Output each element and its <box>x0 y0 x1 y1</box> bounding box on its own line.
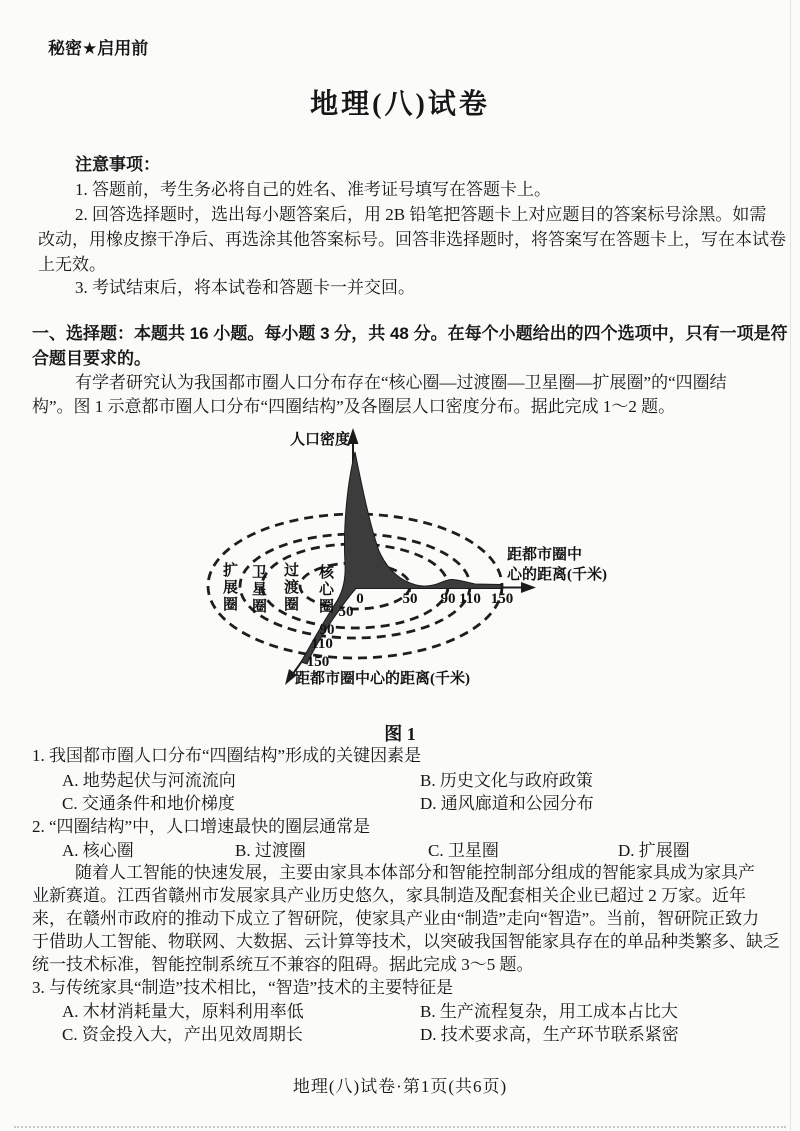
passage-line-3: 来，在赣州市政府的推动下成立了智研院，使家具产业由“制造”走向“智造”。当前，智研院正致力 <box>32 909 760 928</box>
scan-edge-line <box>790 0 791 1131</box>
passage-line-1: 随着人工智能的快速发展，主要由家具本体部分和智能控制部分组成的智能家具成为家具产 <box>75 863 755 882</box>
passage-line-5: 统一技术标准，智能控制系统互不兼容的阻碍。据此完成 3～5 题。 <box>32 955 534 974</box>
notice-heading: 注意事项： <box>75 155 160 174</box>
ring-label-expansion: 扩展圈 <box>221 562 237 613</box>
passage-line-2: 业新赛道。江西省赣州市发展家具产业历史悠久，家具制造及配套相关企业已超过 2 万家。近年 <box>32 886 746 905</box>
notice-item-2-line-2: 改动，用橡皮擦干净后、再选涂其他答案标号。回答非选择题时，将答案写在答题卡上，写在本试卷 <box>38 230 786 249</box>
security-mark: 秘密★启用前 <box>48 39 149 58</box>
notice-item-2-line-1: 2. 回答选择题时，选出每小题答案后，用 2B 铅笔把答题卡上对应题目的答案标号涂黑。如需 <box>75 205 767 224</box>
question-3-stem: 3. 与传统家具“制造”技术相比，“智造”技术的主要特征是 <box>32 978 454 997</box>
notice-item-3: 3. 考试结束后，将本试卷和答题卡一并交回。 <box>75 278 415 297</box>
diag-tick-150: 150 <box>306 654 330 670</box>
question-1-option-d: D. 通风廊道和公园分布 <box>420 794 594 813</box>
question-1-option-b: B. 历史文化与政府政策 <box>420 771 593 790</box>
page-footer: 地理(八)试卷·第1页(共6页) <box>292 1077 508 1096</box>
right-axis-label-line-1: 距都市圈中 <box>507 547 583 563</box>
x-tick-90: 90 <box>440 591 456 607</box>
question-3-option-d: D. 技术要求高，生产环节联系紧密 <box>420 1025 679 1044</box>
ring-label-satellite: 卫星圈 <box>250 564 266 615</box>
density-axis-label: 人口密度 <box>290 432 351 448</box>
x-tick-50: 50 <box>402 591 418 607</box>
question-2-option-c: C. 卫星圈 <box>428 841 499 860</box>
ring-label-core: 核心圈 <box>317 564 333 615</box>
diag-tick-50: 50 <box>338 604 354 620</box>
question-1-option-c: C. 交通条件和地价梯度 <box>62 794 235 813</box>
ring-label-transition: 过渡圈 <box>282 562 298 613</box>
figure-1-population-density-diagram <box>170 424 680 716</box>
page-title: 地理(八)试卷 <box>310 89 490 120</box>
notice-item-2-line-3: 上无效。 <box>38 255 106 274</box>
diagonal-axis-label: 距都市圈中心的距离(千米) <box>295 671 470 687</box>
diag-tick-110: 110 <box>311 636 333 652</box>
x-tick-110: 110 <box>459 591 481 607</box>
question-1-option-a: A. 地势起伏与河流流向 <box>62 771 236 790</box>
right-axis-label-line-2: 心的距离(千米) <box>507 567 607 583</box>
question-2-option-b: B. 过渡圈 <box>235 841 306 860</box>
question-2-stem: 2. “四圈结构”中，人口增速最快的圈层通常是 <box>32 817 371 836</box>
question-1-stem: 1. 我国都市圈人口分布“四圈结构”形成的关键因素是 <box>32 746 422 765</box>
question-3-option-a: A. 木材消耗量大，原料利用率低 <box>62 1002 304 1021</box>
x-tick-150: 150 <box>490 591 514 607</box>
passage-line-4: 于借助人工智能、物联网、大数据、云计算等技术，以突破我国智能家具存在的单品种类繁多、缺乏 <box>32 932 780 951</box>
intro-line-2: 构”。图 1 示意都市圈人口分布“四圈结构”及各圈层人口密度分布。据此完成 1～2 题。 <box>32 397 676 416</box>
scan-fold-line <box>14 1126 786 1128</box>
intro-line-1: 有学者研究认为我国都市圈人口分布存在“核心圈—过渡圈—卫星圈—扩展圈”的“四圈结 <box>75 373 727 392</box>
section-heading-line-1: 一、选择题：本题共 16 小题。每小题 3 分，共 48 分。在每个小题给出的四个选项中，只有一项是符 <box>32 324 788 343</box>
x-tick-0: 0 <box>356 591 364 607</box>
question-3-option-c: C. 资金投入大，产出见效周期长 <box>62 1025 303 1044</box>
question-3-option-b: B. 生产流程复杂，用工成本占比大 <box>420 1002 678 1021</box>
diag-tick-90: 90 <box>319 622 335 638</box>
notice-item-1: 1. 答题前，考生务必将自己的姓名、准考证号填写在答题卡上。 <box>75 180 551 199</box>
question-2-option-d: D. 扩展圈 <box>618 841 690 860</box>
figure-caption: 图 1 <box>384 724 416 744</box>
section-heading-line-2: 合题目要求的。 <box>32 349 151 368</box>
question-2-option-a: A. 核心圈 <box>62 841 134 860</box>
